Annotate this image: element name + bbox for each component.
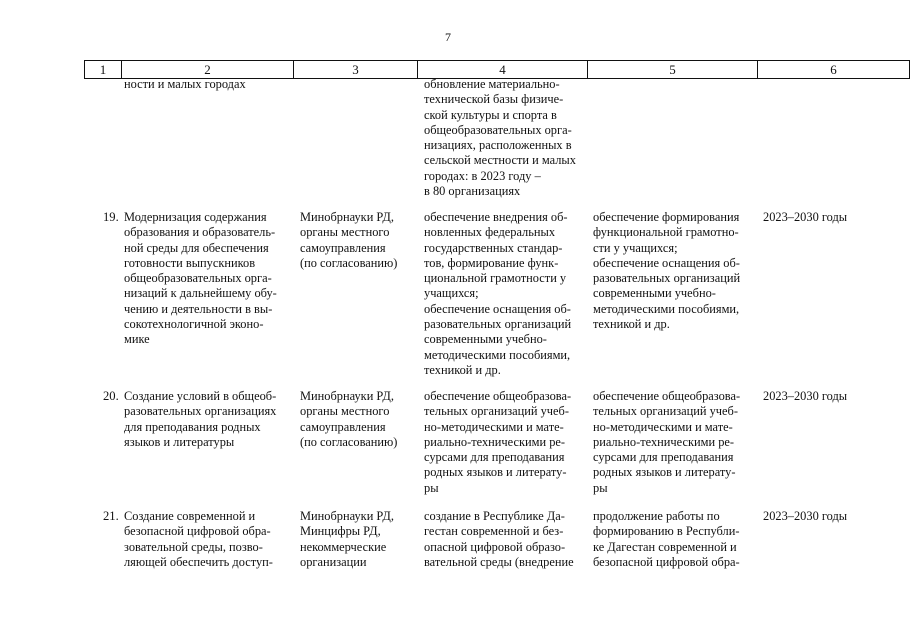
text-line: языков и литературы	[124, 434, 235, 449]
text-line: продолжение работы по	[593, 509, 720, 523]
text-line: ной среды для обеспечения	[124, 240, 269, 255]
text-line: вательной среды (внедрение	[424, 554, 574, 569]
text-line: обеспечение формирования	[593, 210, 740, 224]
text-line: ской культуры и спорта в	[424, 107, 557, 122]
text-line: обеспечение оснащения об-	[593, 255, 740, 270]
row-20-col5	[593, 389, 753, 496]
text-line: разовательных организаций	[593, 271, 741, 286]
text-line: безопасной цифровой обра-	[593, 554, 740, 569]
text-line: общеобразовательных орга-	[124, 271, 272, 286]
row-19-col4	[424, 210, 584, 378]
text-line: для преподавания родных	[124, 419, 261, 434]
page-number: 7	[445, 30, 451, 44]
row-21-col3	[300, 509, 416, 570]
text-line: учащихся;	[424, 286, 479, 301]
text-line: риально-техническими ре-	[593, 434, 735, 449]
text-line: техникой и др.	[424, 362, 501, 377]
row-20-col2	[124, 389, 291, 450]
text-line: Создание условий в общеоб-	[124, 389, 277, 403]
text-line: ры	[593, 480, 608, 495]
text-line: технической базы физиче-	[424, 92, 564, 107]
text-line: новленных федеральных	[424, 225, 556, 240]
row-21-col2	[124, 509, 291, 570]
text-line: Минобрнауки РД,	[300, 210, 394, 224]
text-line: (по согласованию)	[300, 434, 398, 449]
text-line: 2023–2030 годы	[763, 389, 848, 403]
text-line: риально-техническими ре-	[424, 434, 566, 449]
text-line: Минобрнауки РД,	[300, 509, 394, 523]
text-line: обеспечение общеобразова-	[593, 389, 741, 403]
text-line: ке Дагестан современной и	[593, 539, 737, 554]
text-line: функциональной грамотно-	[593, 225, 739, 240]
text-line: гестан современной и без-	[424, 524, 564, 539]
text-line: самоуправления	[300, 240, 386, 255]
text-line: некоммерческие	[300, 539, 387, 554]
text-line: безопасной цифровой обра-	[124, 524, 271, 539]
row-19-col6	[763, 210, 873, 225]
text-line: сокотехнологичной эконо-	[124, 317, 264, 332]
text-line: организации	[300, 554, 367, 569]
text-line: органы местного	[300, 404, 390, 419]
text-line: образования и образователь-	[124, 225, 276, 240]
text-line: Минцифры РД,	[300, 524, 381, 539]
text-line: 2023–2030 годы	[763, 509, 848, 523]
text-line: современными учебно-	[424, 332, 547, 347]
row-20-col4	[424, 389, 584, 496]
row-21-col4	[424, 509, 584, 570]
text-line: опасной цифровой образо-	[424, 539, 566, 554]
text-line: зовательной среды, позво-	[124, 539, 263, 554]
text-line: сурсами для преподавания	[424, 450, 565, 465]
text-line: сельской местности и малых	[424, 153, 576, 168]
text-line: низациях, расположенных в	[424, 138, 572, 153]
text-line: в 80 организациях	[424, 184, 521, 199]
text-line: обеспечение оснащения об-	[424, 301, 571, 316]
cont-col2	[124, 77, 291, 92]
cont-col4	[424, 77, 584, 199]
text-line: обновление материально-	[424, 77, 560, 91]
text-line: ры	[424, 480, 439, 495]
text-line: циональной грамотности у	[424, 271, 567, 286]
text-line: городах: в 2023 году –	[424, 168, 541, 183]
text-line: методическими пособиями,	[424, 347, 571, 362]
text-line: формированию в Республи-	[593, 524, 740, 539]
text-line: обеспечение общеобразова-	[424, 389, 572, 403]
row-20-col6	[763, 389, 873, 404]
row-21-col6	[763, 509, 873, 524]
text-line: Создание современной и	[124, 509, 256, 523]
row-20-number: 20.	[103, 389, 119, 403]
row-19-col2	[124, 210, 291, 348]
header-col-1: 1	[85, 61, 122, 78]
header-col-6: 6	[758, 61, 910, 78]
text-line: тов, формирование функ-	[424, 255, 559, 270]
row-21-col5	[593, 509, 753, 570]
text-line: (по согласованию)	[300, 255, 398, 270]
header-col-3: 3	[294, 61, 418, 78]
text-line: общеобразовательных орга-	[424, 122, 572, 137]
text-line: органы местного	[300, 225, 390, 240]
text-line: мике	[124, 332, 150, 347]
text-line: государственных стандар-	[424, 240, 563, 255]
text-line: техникой и др.	[593, 317, 670, 332]
text-line: Минобрнауки РД,	[300, 389, 394, 403]
text-line: готовности выпускников	[124, 255, 256, 270]
header-col-4: 4	[418, 61, 588, 78]
text-line: методическими пособиями,	[593, 301, 740, 316]
header-col-5: 5	[588, 61, 758, 78]
row-20-col3	[300, 389, 416, 450]
text-line: Модернизация содержания	[124, 210, 267, 224]
row-19-col3	[300, 210, 416, 271]
text-line: тельных организаций учеб-	[424, 404, 569, 419]
header-col-2: 2	[122, 61, 294, 78]
row-19-number: 19.	[103, 210, 119, 224]
row-21-number: 21.	[103, 509, 119, 523]
text-line: родных языков и литерату-	[593, 465, 736, 480]
text-line: разовательных организациях	[124, 404, 277, 419]
text-line: но-методическими и мате-	[424, 419, 564, 434]
text-line: низаций к дальнейшему обу-	[124, 286, 277, 301]
text-line: обеспечение внедрения об-	[424, 210, 568, 224]
text-line: самоуправления	[300, 419, 386, 434]
text-line: сти у учащихся;	[593, 240, 678, 255]
text-line: создание в Республике Да-	[424, 509, 565, 523]
text-line: ности и малых городах	[124, 77, 246, 91]
text-line: разовательных организаций	[424, 317, 572, 332]
text-line: современными учебно-	[593, 286, 716, 301]
text-line: тельных организаций учеб-	[593, 404, 738, 419]
row-19-col5	[593, 210, 753, 332]
text-line: сурсами для преподавания	[593, 450, 734, 465]
text-line: ляющей обеспечить доступ-	[124, 554, 273, 569]
text-line: 2023–2030 годы	[763, 210, 848, 224]
text-line: родных языков и литерату-	[424, 465, 567, 480]
text-line: но-методическими и мате-	[593, 419, 733, 434]
text-line: чению и деятельности в вы-	[124, 301, 273, 316]
